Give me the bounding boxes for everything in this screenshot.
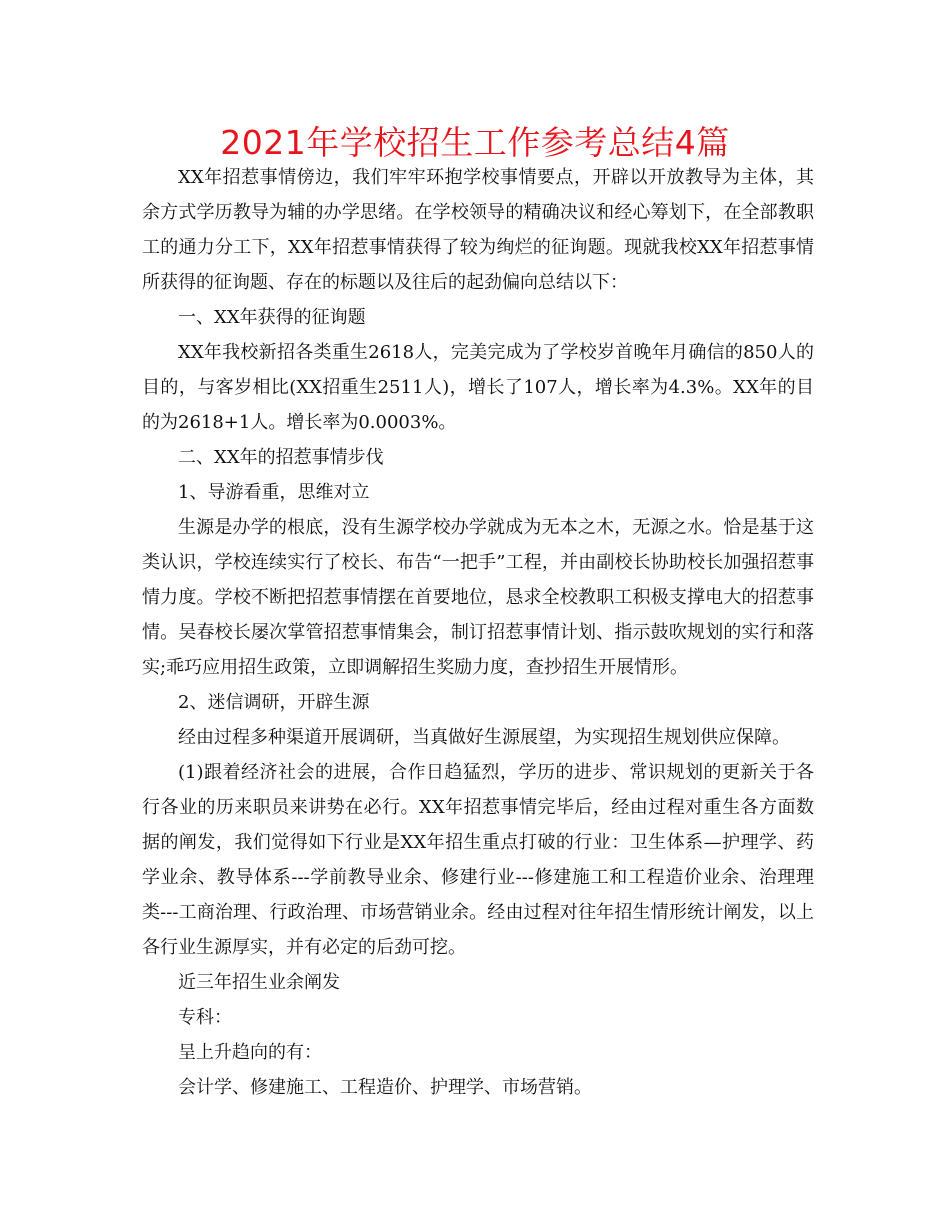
paragraph-enrollment-results: XX年我校新招各类重生2618人，完美完成为了学校岁首晚年月确信的850人的目的，与客岁相比(XX招重生2511人)，增长了107人，增长率为4.3%。XX年的目的为2618+1人。增长率为0.0003%。: [142, 342, 814, 433]
paragraph-industry-analysis: (1)跟着经济社会的进展，合作日趋猛烈，学历的进步、常识规划的更新关于各行各业的历来职员来讲势在必行。XX年招惹事情完毕后，经由过程对重生各方面数据的阐发，我们觉得如下行业是XX年招生重点打破的行业：卫生体系—护理学、药学业余、教导体系---学前教导业余、修建行业---修建施工和工程造价业余、治理理类---工商治理、行政治理、市场营销业余。经由过程对往年招生情形统计阐发，以上各行业生源厚实，并有必定的后劲可挖。: [142, 762, 814, 958]
paragraph-research: 经由过程多种渠道开展调研，当真做好生源展望，为实现招生规划供应保障。: [178, 727, 790, 748]
label-rising-trend: 呈上升趋向的有：: [178, 1042, 322, 1063]
subheading-leadership: 1、导游看重，思维对立: [178, 482, 370, 503]
subheading-three-year-analysis: 近三年招生业余阐发: [178, 972, 340, 993]
section-heading-achievements: 一、XX年获得的征询题: [178, 307, 366, 328]
document-title: 2021年学校招生工作参考总结4篇: [220, 123, 730, 162]
document-body: [142, 160, 814, 1105]
subheading-research: 2、迷信调研，开辟生源: [178, 692, 370, 713]
paragraph-intro: XX年招惹事情傍边，我们牢牢环抱学校事情要点，开辟以开放教导为主体，其余方式学历教导为辅的办学思绪。在学校领导的精确决议和经心筹划下，在全部教职工的通力分工下，XX年招惹事情获得了较为绚烂的征询题。现就我校XX年招惹事情所获得的征询题、存在的标题以及往后的起劲偏向总结以下：: [142, 167, 814, 293]
list-rising-majors: 会计学、修建施工、工程造价、护理学、市场营销。: [178, 1077, 592, 1098]
label-junior-college: 专科：: [178, 1007, 232, 1028]
paragraph-leadership: 生源是办学的根底，没有生源学校办学就成为无本之木，无源之水。恰是基于这类认识，学校连续实行了校长、布告“一把手”工程，并由副校长协助校长加强招惹事情力度。学校不断把招惹事情摆在首要地位，恳求全校教职工积极支撑电大的招惹事情。吴春校长屡次掌管招惹事情集会，制订招惹事情计划、指示鼓吹规划的实行和落实;乖巧应用招生政策，立即调解招生奖励力度，查抄招生开展情形。: [142, 517, 814, 678]
section-heading-measures: 二、XX年的招惹事情步伐: [178, 447, 384, 468]
